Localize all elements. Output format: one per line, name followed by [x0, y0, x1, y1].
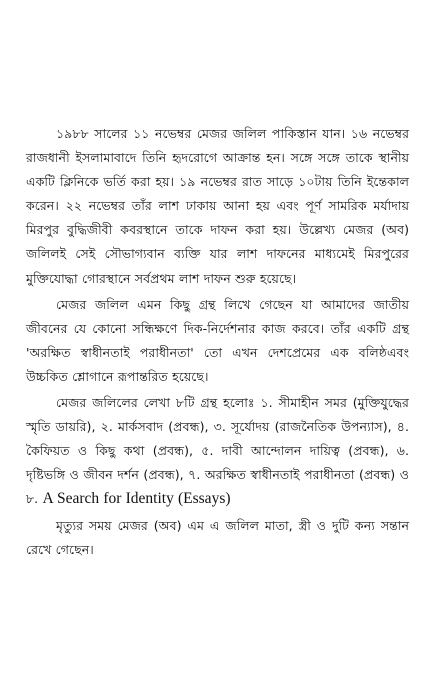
paragraph-survivors	[26, 514, 409, 562]
paragraph-text: মৃত্যুর সময় মেজর (অব) এম এ জলিল মাতা, স্ত্রী ও দুটি কন্য সন্তান রেখে গেছেন।	[26, 517, 409, 557]
paragraph-text: ১৯৮৮ সালের ১১ নভেম্বর মেজর জলিল পাকিস্তান যান। ১৬ নভেম্বর রাজধানী ইসলামাবাদে তিনি হৃদরোগে আক্রান্ত হন। সঙ্গে সঙ্গে তাকে স্থানীয় একটি ক্লিনিকে ভর্তি করা হয়। ১৯ নভেম্বর রাত সাড়ে ১০টায় তিনি ইন্তেকাল করেন। ২২ নভেম্বর তাঁর লাশ ঢাকায় আনা হয় এবং পূর্ণ সামরিক মর্যাদায় মিরপুর বুদ্ধিজীবী কবরস্থানে তাকে দাফন করা হয়। উল্লেখ্য মেজর (অব) জলিলই সেই সৌভাগ্যবান ব্যক্তি যার লাশ দাফনের মাধ্যমেই মিরপুরের মুক্তিযোদ্ধা গোরস্থানে সর্বপ্রথম লাশ দাফন শুরু হয়েছে।	[26, 126, 409, 286]
english-book-title: A Search for Identity (Essays)	[42, 490, 231, 508]
paragraph-death-and-burial	[26, 122, 409, 291]
paragraph-books-legacy	[26, 293, 409, 389]
paragraph-book-list	[26, 391, 409, 511]
paragraph-text: মেজর জলিলের লেখা ৮টি গ্রন্থ হলোঃ ১. সীমাহীন সমর (মুক্তিযুদ্ধের স্মৃতি ডায়রি), ২. মার্কসবাদ (প্রবন্ধ), ৩. সূর্যোদয় (রাজনৈতিক উপন্যাস), ৪. কৈফিয়ত ও কিছু কথা (প্রবন্ধ), ৫. দাবী আন্দোলন দায়িত্ব (প্রবন্ধ), ৬. দৃষ্টিভঙ্গি ও জীবন দর্শন (প্রবন্ধ), ৭. অরক্ষিত স্বাধীনতাই পরাধীনতা (প্রবন্ধ) ও ৮.	[26, 395, 409, 507]
paragraph-text: মেজর জলিল এমন কিছু গ্রন্থ লিখে গেছেন যা আমাদের জাতীয় জীবনের যে কোনো সন্ধিক্ষণে দিক-নির্দেশনার কাজ করবে। তাঁর একটি গ্রন্থ 'অরক্ষিত স্বাধীনতাই পরাধীনতা' তো এখন দেশপ্রেমের এক বলিষ্ঠএবং উচ্চকিত শ্লোগানে রূপান্তরিত হয়েছে।	[26, 296, 409, 384]
